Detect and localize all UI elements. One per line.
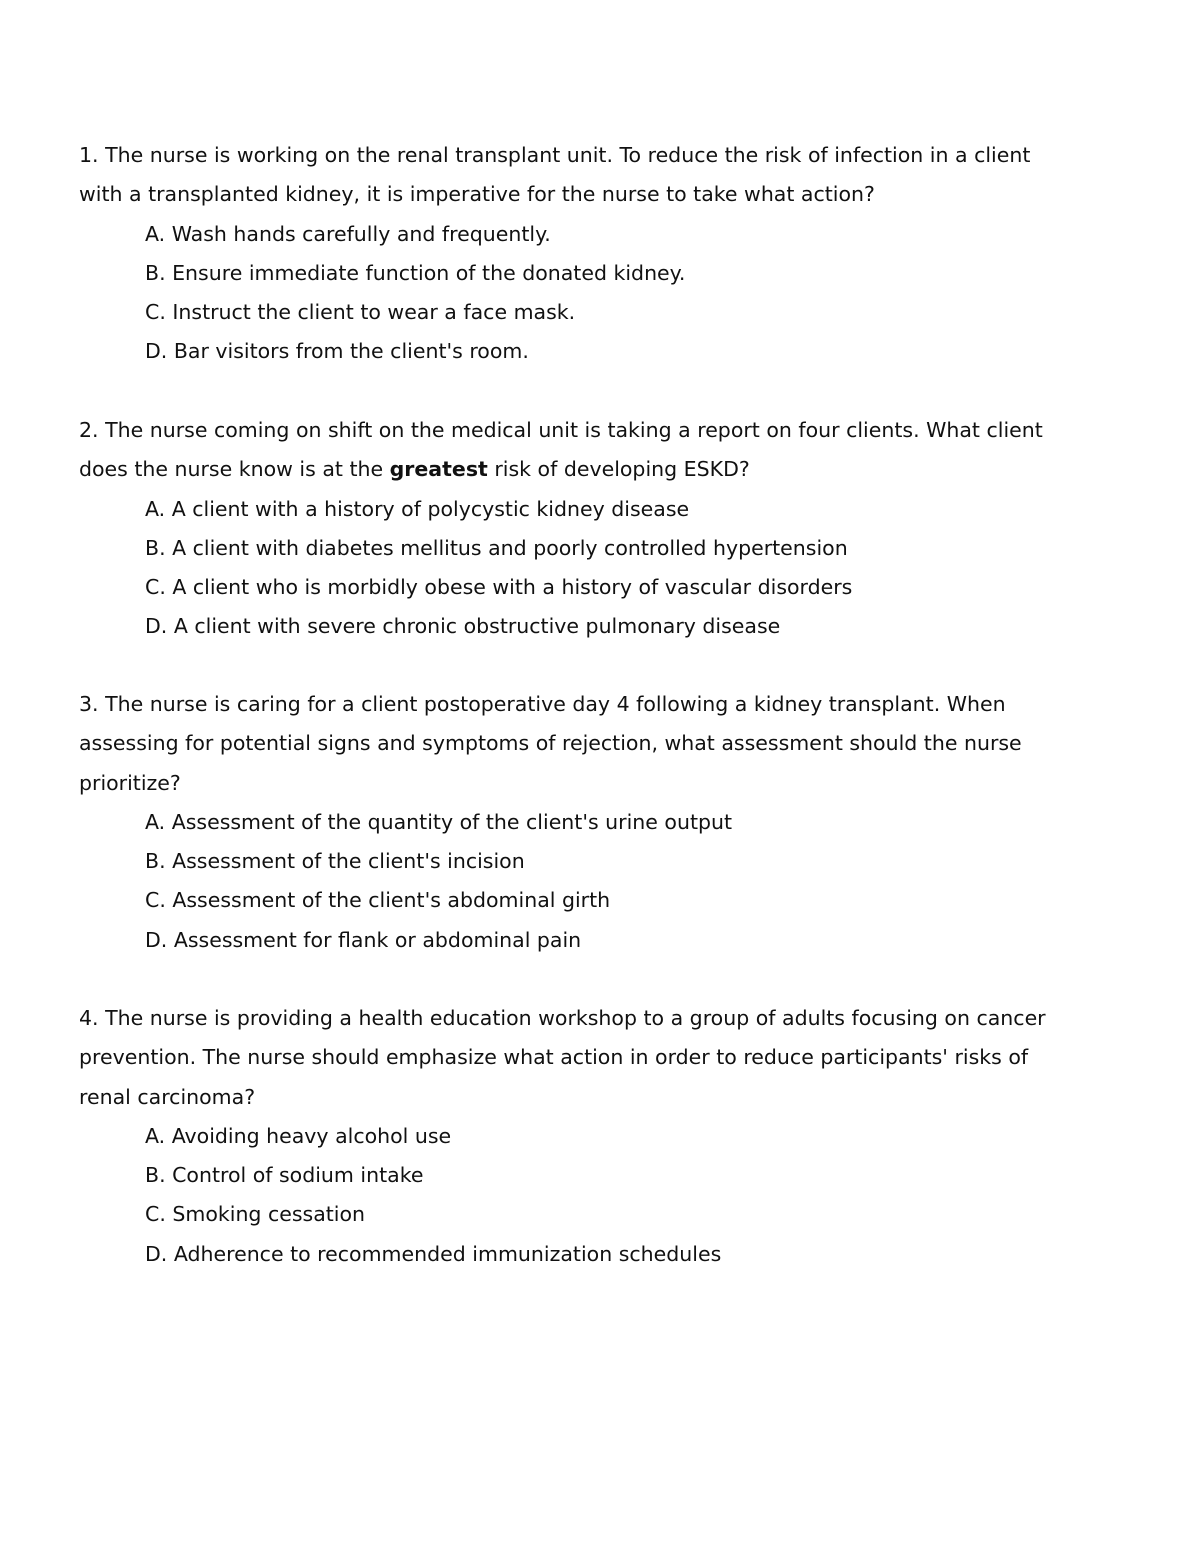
answer-option: D. Adherence to recommended immunization schedules bbox=[145, 1241, 722, 1266]
answer-option: C. A client who is morbidly obese with a history of vascular disorders bbox=[145, 575, 853, 600]
question-3 bbox=[79, 685, 1059, 960]
question-4 bbox=[79, 999, 1059, 1274]
answer-options bbox=[79, 490, 1059, 647]
answer-option: A. A client with a history of polycystic kidney disease bbox=[145, 496, 690, 521]
answer-option: D. Bar visitors from the client's room. bbox=[145, 339, 529, 364]
answer-option: C. Smoking cessation bbox=[145, 1202, 366, 1227]
question-stem: 1. The nurse is working on the renal transplant unit. To reduce the risk of infection in a client with a transplanted kidney, it is imperative for the nurse to take what action? bbox=[79, 143, 1031, 207]
answer-option: B. Ensure immediate function of the donated kidney. bbox=[145, 260, 686, 285]
question-stem bbox=[79, 411, 1059, 490]
answer-option: C. Assessment of the client's abdominal girth bbox=[145, 888, 611, 913]
answer-option: B. Control of sodium intake bbox=[145, 1163, 424, 1188]
answer-option: B. A client with diabetes mellitus and poorly controlled hypertension bbox=[145, 535, 848, 560]
question-stem: 4. The nurse is providing a health education workshop to a group of adults focusing on cancer prevention. The nurse should emphasize what action in order to reduce participants' risks of renal carcinoma? bbox=[79, 1006, 1046, 1109]
answer-option: D. Assessment for flank or abdominal pain bbox=[145, 927, 582, 952]
answer-options bbox=[79, 215, 1059, 372]
answer-option: B. Assessment of the client's incision bbox=[145, 849, 525, 874]
answer-option: D. A client with severe chronic obstructive pulmonary disease bbox=[145, 614, 781, 639]
answer-option: C. Instruct the client to wear a face mask. bbox=[145, 300, 576, 325]
stem-text: 2. The nurse coming on shift on the medical unit is taking a report on four clients. What client does the nurse know is at the bbox=[79, 418, 1043, 482]
answer-option: A. Wash hands carefully and frequently. bbox=[145, 221, 551, 246]
question-2 bbox=[79, 411, 1059, 647]
question-1 bbox=[79, 136, 1059, 372]
stem-text: risk of developing ESKD? bbox=[487, 457, 750, 482]
answer-option: A. Avoiding heavy alcohol use bbox=[145, 1123, 452, 1148]
answer-option: A. Assessment of the quantity of the client's urine output bbox=[145, 809, 733, 834]
emphasized-word: greatest bbox=[389, 457, 488, 482]
answer-options bbox=[79, 1117, 1059, 1274]
answer-options bbox=[79, 803, 1059, 960]
question-stem: 3. The nurse is caring for a client postoperative day 4 following a kidney transplant. When assessing for potential signs and symptoms of rejection, what assessment should the nurse prioritize? bbox=[79, 692, 1022, 795]
